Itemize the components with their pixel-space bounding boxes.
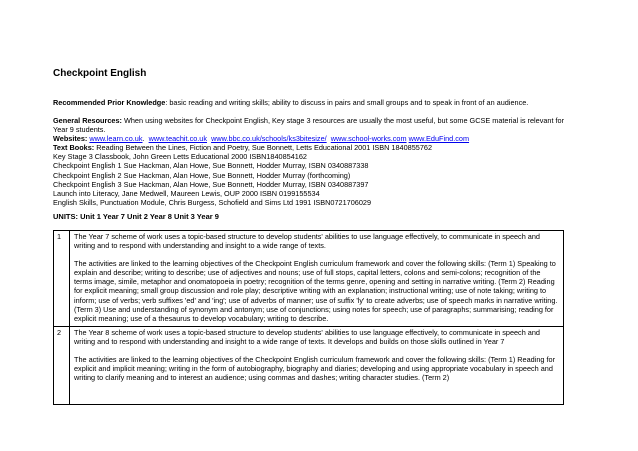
table-row bbox=[54, 326, 564, 404]
unit-number: 2 bbox=[54, 326, 70, 404]
table-row bbox=[54, 231, 564, 327]
prior-knowledge-label: Recommended Prior Knowledge bbox=[53, 98, 166, 107]
text-book-line: Key Stage 3 Classbook, John Green Letts Educational 2000 ISBN1840854162 bbox=[53, 152, 307, 162]
unit-number: 1 bbox=[54, 231, 70, 327]
page-title: Checkpoint English bbox=[53, 68, 147, 79]
text-book-line: Launch into Literacy, Jane Medwell, Maureen Lewis, OUP 2000 ISBN 0199155534 bbox=[53, 188, 320, 198]
unit-summary: The Year 8 scheme of work uses a topic-based structure to develop students' abilities to use language effectively, to communicate in speech and writing and to respond with understanding and insight to a wide range of texts. It develops and builds on those skills outlined in Year 7 bbox=[74, 327, 540, 346]
general-resources bbox=[53, 116, 578, 134]
general-resources-label: General Resources: bbox=[53, 116, 122, 125]
unit-skills: The activities are linked to the learning objectives of the Checkpoint English curriculum framework and cover the following skills: (Term 1) Speaking to explain and describe; writing to describe; use of adjectives and nouns; use of full stops, capital letters, colons and semi-colons; recognition of the terms image, simile, metaphor and onomatopoeia in poetry; recognition of the terms genre, opening and setting in narrative writing. (Term 2) Reading for explicit meaning; small group discussion and role play; descriptive writing with an explanation; instructional writing; use of note taking; writing to inform; use of verbs; verb suffixes 'ed' and 'ing'; use of adverbs of manner; use of suffix 'ly' to create adverbs; use of speech marks in narrative writing. (Term 3) Use and understanding of synonym and antonym; use of conjunctions; using notes for speech; use of paragraphs; summarising; reading for explicit meaning; use of a thesaurus to develop vocabulary; writing to describe. bbox=[74, 259, 558, 323]
general-resources-text: When using websites for Checkpoint English, Key stage 3 resources are usually the most useful, but some GCSE material is relevant for Year 9 students. bbox=[53, 116, 565, 135]
text-book-line: Checkpoint English 2 Sue Hackman, Alan Howe, Sue Bonnett, Hodder Murray (forthcoming) bbox=[53, 170, 351, 180]
website-link-learn[interactable]: www.learn.co.uk bbox=[89, 134, 143, 144]
prior-knowledge bbox=[53, 98, 578, 107]
website-link-edufind[interactable]: www.EduFind.com bbox=[408, 134, 470, 144]
unit-summary: The Year 7 scheme of work uses a topic-based structure to develop students' abilities to use language effectively, to communicate in speech and writing and to respond with understanding and insight to a wide range of texts. bbox=[74, 232, 540, 251]
website-link-bbc-bitesize[interactable]: www.bbc.co.uk/schools/ks3bitesize/ bbox=[211, 134, 327, 144]
text-books-first: Text Books: Reading Between the Lines, Fiction and Poetry, Sue Bonnett, Letts Educational 2001 ISBN 1840855762 bbox=[53, 143, 433, 153]
websites-label: Websites: bbox=[53, 134, 88, 144]
text-book-line: Checkpoint English 1 Sue Hackman, Alan Howe, Sue Bonnett, Hodder Murray, ISBN 0340887338 bbox=[53, 161, 369, 171]
websites bbox=[53, 134, 578, 143]
units-heading: UNITS: Unit 1 Year 7 Unit 2 Year 8 Unit 3 Year 9 bbox=[53, 212, 219, 221]
units-table bbox=[53, 230, 564, 405]
website-link-teachit[interactable]: www.teachit.co.uk bbox=[148, 134, 208, 144]
unit-skills: The activities are linked to the learning objectives of the Checkpoint English curriculum framework and cover the following skills: (Term 1) Reading for explicit and implicit meaning; writing in the form of autobiography, biography and diaries; developing and using appropriate vocabulary in speech and writing to clarify meaning and to interest an audience; using commas and dashes; writing character studies. (Term 2) bbox=[74, 355, 556, 383]
website-link-school-works[interactable]: www.school-works.com bbox=[330, 134, 407, 144]
resources-block bbox=[53, 116, 578, 207]
unit-skills-clip bbox=[74, 355, 559, 401]
websites-separator: . bbox=[142, 134, 145, 144]
prior-knowledge-text: : basic reading and writing skills; ability to discuss in pairs and small groups and to speak in front of an audience. bbox=[165, 98, 529, 107]
text-book-line: English Skills, Punctuation Module, Chris Burgess, Schofield and Sims Ltd 1991 ISBN0721706029 bbox=[53, 197, 372, 207]
text-book-line: Checkpoint English 3 Sue Hackman, Alan Howe, Sue Bonnett, Hodder Murray, ISBN 0340887397 bbox=[53, 179, 369, 189]
text-books-label: Text Books: bbox=[53, 143, 95, 153]
unit-description bbox=[70, 326, 564, 404]
unit-description bbox=[70, 231, 564, 327]
